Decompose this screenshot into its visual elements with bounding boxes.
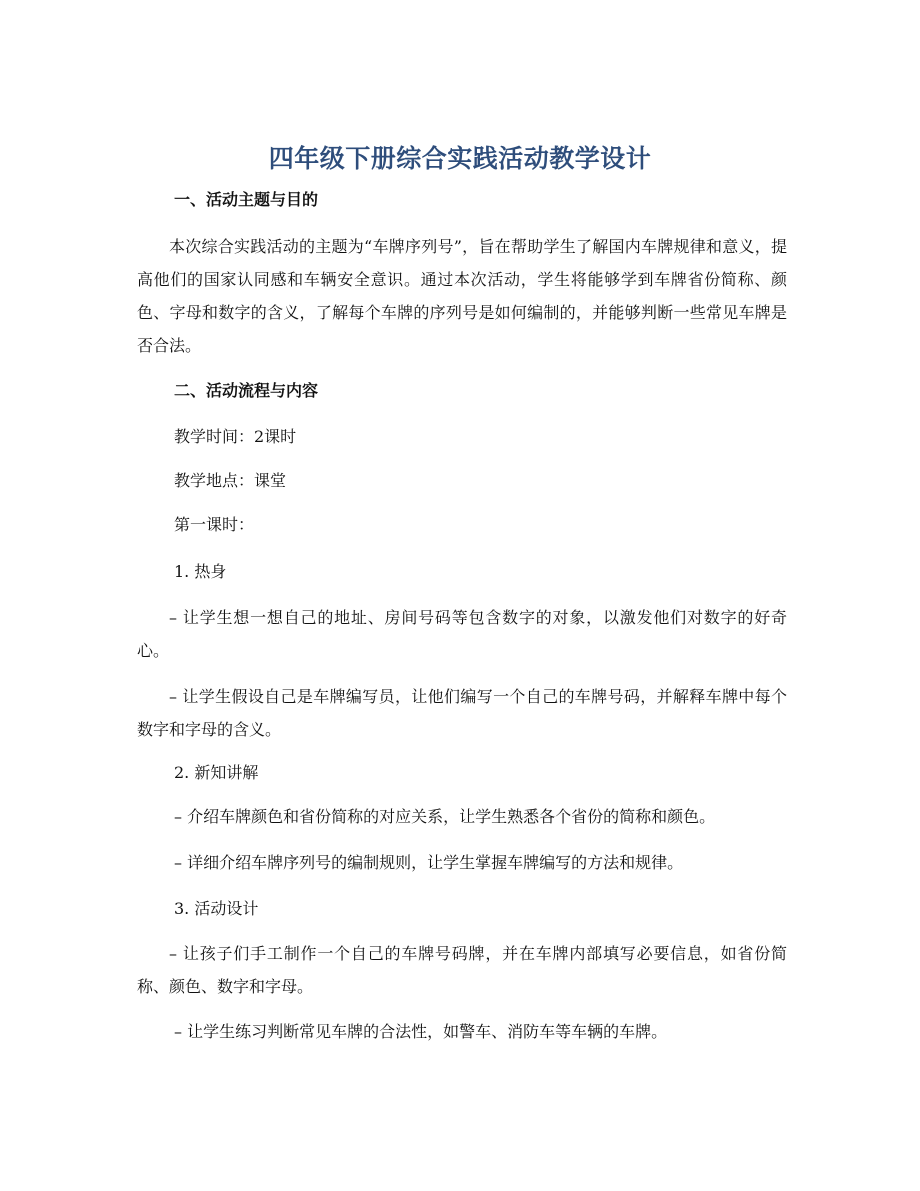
list-item: – 让学生假设自己是车牌编写员，让他们编写一个自己的车牌号码，并解释车牌中每个数字和字母的含义。 <box>137 687 787 739</box>
list-item: – 让孩子们手工制作一个自己的车牌号码牌，并在车牌内部填写必要信息，如省份简称、颜色、数字和字母。 <box>137 944 787 996</box>
teaching-place: 教学地点：课堂 <box>174 471 287 490</box>
list-item: – 详细介绍车牌序列号的编制规则，让学生掌握车牌编写的方法和规律。 <box>174 853 684 872</box>
section-heading-1: 一、活动主题与目的 <box>174 190 319 209</box>
list-item: – 介绍车牌颜色和省份简称的对应关系，让学生熟悉各个省份的简称和颜色。 <box>174 807 716 826</box>
list-item: – 让学生想一想自己的地址、房间号码等包含数字的对象，以激发他们对数字的好奇心。 <box>137 608 787 660</box>
section-heading-2: 二、活动流程与内容 <box>174 381 319 400</box>
step-1-title: 1. 热身 <box>174 562 227 581</box>
step-3-title: 3. 活动设计 <box>174 899 259 918</box>
list-item: – 让学生练习判断常见车牌的合法性，如警车、消防车等车辆的车牌。 <box>174 1022 668 1041</box>
document-title: 四年级下册综合实践活动教学设计 <box>268 144 652 173</box>
step-2-title: 2. 新知讲解 <box>174 763 259 782</box>
lesson-one-label: 第一课时： <box>174 515 255 534</box>
section1-paragraph: 本次综合实践活动的主题为“车牌序列号”，旨在帮助学生了解国内车牌规律和意义，提高他们的国家认同感和车辆安全意识。通过本次活动，学生将能够学到车牌省份简称、颜色、字母和数字的含义，了解每个车牌的序列号是如何编制的，并能够判断一些常见车牌是否合法。 <box>137 237 787 355</box>
teaching-time: 教学时间：2课时 <box>174 427 297 446</box>
